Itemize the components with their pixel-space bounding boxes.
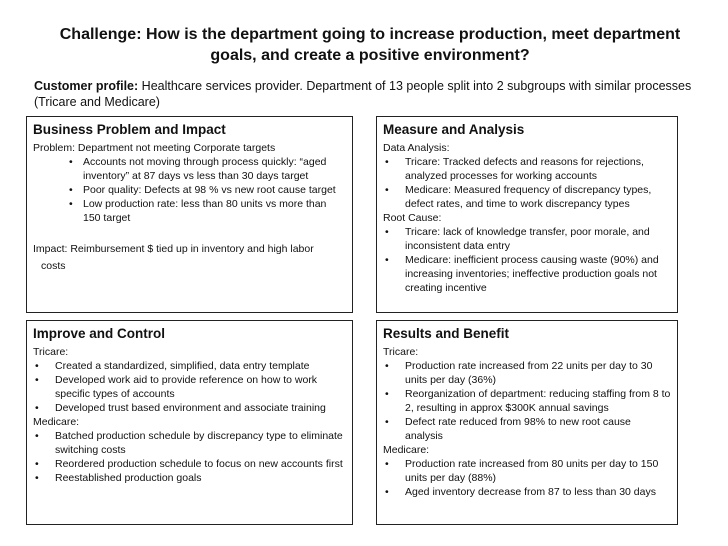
results-benefit-heading: Results and Benefit [383, 326, 510, 341]
problem-bullet-list [33, 155, 346, 225]
business-problem-box [26, 116, 353, 313]
medicare-improve-list [33, 429, 346, 485]
data-analysis-label: Data Analysis: [383, 142, 450, 154]
impact-statement: Impact: Reimbursement $ tied up in inventory and high labor [33, 243, 314, 255]
root-cause-bullet: • Medicare: inefficient process causing waste (90%) and increasing inventories; ineffective production goals not creating incentive [383, 253, 671, 295]
medicare-label: Medicare: [33, 416, 80, 428]
medicare-improve-bullet: • Reordered production schedule to focus on new accounts first [33, 457, 346, 471]
data-analysis-list [383, 155, 671, 211]
problem-bullet: • Accounts not moving through process quickly: “aged inventory” at 87 days vs less than 30 days target [33, 155, 346, 183]
problem-statement: Problem: Department not meeting Corporate targets [33, 142, 276, 154]
data-analysis-bullet: • Medicare: Measured frequency of discrepancy types, defect rates, and time to work discrepancy types [383, 183, 671, 211]
measure-analysis-heading: Measure and Analysis [383, 122, 525, 137]
root-cause-list [383, 225, 671, 295]
root-cause-label: Root Cause: [383, 212, 442, 224]
improve-control-heading: Improve and Control [33, 326, 166, 341]
tricare-improve-bullet: • Developed trust based environment and associate training [33, 401, 346, 415]
medicare-results-bullet: • Production rate increased from 80 units per day to 150 units per day (88%) [383, 457, 671, 485]
medicare-improve-bullet: • Batched production schedule by discrepancy type to eliminate switching costs [33, 429, 346, 457]
results-benefit-box [376, 320, 678, 525]
tricare-improve-bullet: • Created a standardized, simplified, data entry template [33, 359, 346, 373]
tricare-label: Tricare: [33, 346, 69, 358]
problem-bullet: • Low production rate: less than 80 units vs more than 150 target [33, 197, 346, 225]
tricare-label: Tricare: [383, 346, 419, 358]
medicare-results-list [383, 457, 671, 499]
medicare-improve-bullet: • Reestablished production goals [33, 471, 346, 485]
tricare-improve-bullet: • Developed work aid to provide reference on how to work specific types of accounts [33, 373, 346, 401]
improve-control-box [26, 320, 353, 525]
medicare-label: Medicare: [383, 444, 430, 456]
customer-profile-text: Healthcare services provider. Department of 13 people split into 2 subgroups with similar processes (Tricare and Medicare) [34, 79, 692, 109]
customer-profile-label: Customer profile: [34, 79, 139, 93]
tricare-results-list [383, 359, 671, 443]
challenge-title: Challenge: How is the department going to increase production, meet department goals, and create a positive environment? [59, 26, 681, 64]
root-cause-bullet: • Tricare: lack of knowledge transfer, poor morale, and inconsistent data entry [383, 225, 671, 253]
data-analysis-bullet: • Tricare: Tracked defects and reasons for rejections, analyzed processes for working accounts [383, 155, 671, 183]
customer-profile [34, 78, 694, 110]
medicare-results-bullet: • Aged inventory decrease from 87 to less than 30 days [383, 485, 671, 499]
tricare-results-bullet: • Defect rate reduced from 98% to new root cause analysis [383, 415, 671, 443]
business-problem-heading: Business Problem and Impact [33, 122, 226, 137]
tricare-results-bullet: • Reorganization of department: reducing staffing from 8 to 2, resulting in approx $300K annual savings [383, 387, 671, 415]
problem-bullet: • Poor quality: Defects at 98 % vs new root cause target [33, 183, 346, 197]
tricare-results-bullet: • Production rate increased from 22 units per day to 30 units per day (36%) [383, 359, 671, 387]
tricare-improve-list [33, 359, 346, 415]
impact-statement-cont: costs [41, 260, 66, 272]
measure-analysis-box [376, 116, 678, 313]
